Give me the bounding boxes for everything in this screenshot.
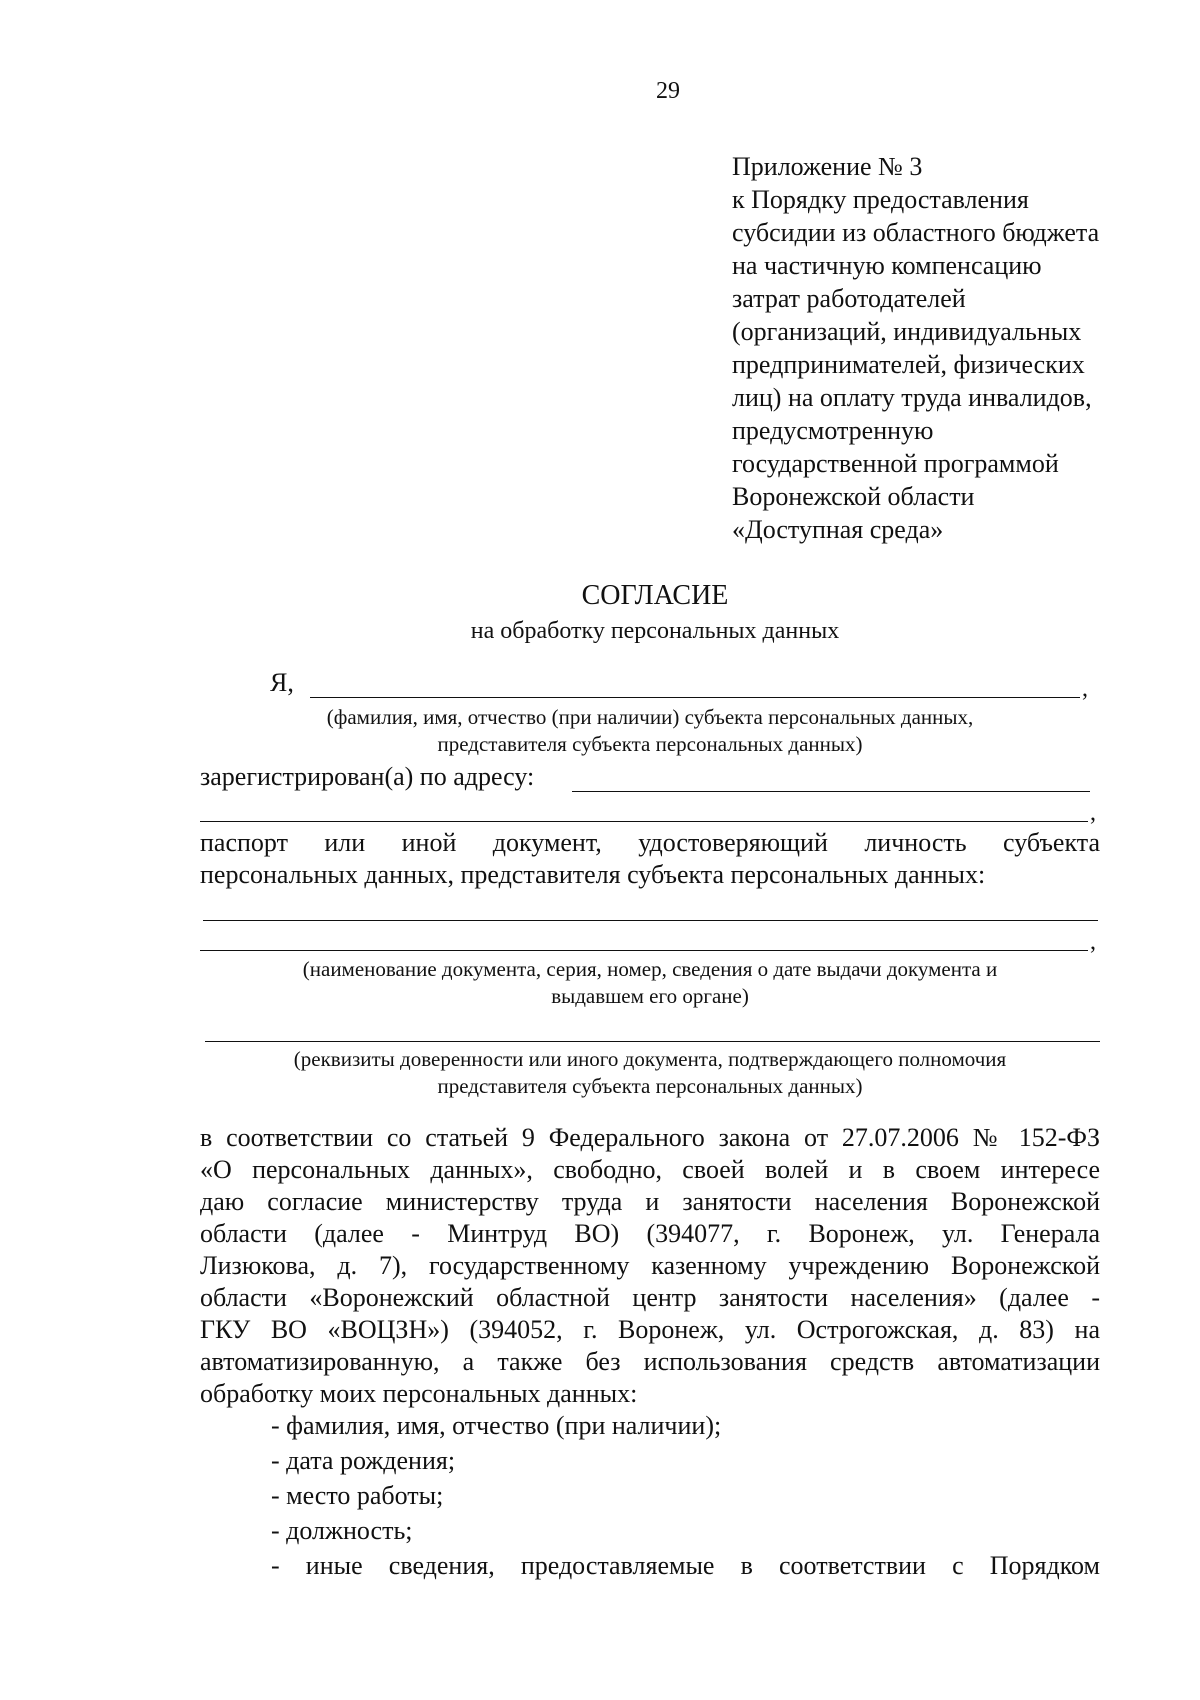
address-label: зарегистрирован(а) по адресу: — [200, 762, 535, 791]
body-line: области «Воронежский областной центр занятости населения» (далее - — [200, 1283, 1100, 1312]
comma: , — [1082, 676, 1088, 702]
appendix-line: государственной программой — [732, 449, 1059, 478]
name-hint: (фамилия, имя, отчество (при наличии) субъекта персональных данных, — [326, 705, 974, 729]
name-fill-line — [310, 697, 1080, 698]
proxy-fill-line — [205, 1041, 1100, 1042]
comma: , — [1090, 800, 1096, 826]
address-fill-line-2 — [200, 821, 1088, 822]
list-item: - должность; — [271, 1516, 413, 1545]
document-title: СОГЛАСИЕ — [581, 580, 729, 611]
list-item: - дата рождения; — [271, 1446, 456, 1475]
appendix-line: Воронежской области — [732, 482, 975, 511]
proxy-hint: представителя субъекта персональных данных) — [437, 1074, 863, 1098]
appendix-line: предусмотренную — [732, 416, 934, 445]
proxy-hint: (реквизиты доверенности или иного документа, подтверждающего полномочия — [293, 1047, 1007, 1071]
comma: , — [1090, 929, 1096, 955]
appendix-line: Приложение № 3 — [732, 152, 923, 181]
name-hint: представителя субъекта персональных данных) — [437, 732, 863, 756]
address-fill-line — [572, 791, 1090, 792]
passport-fill-line-2 — [200, 950, 1088, 951]
appendix-line: (организаций, индивидуальных — [732, 317, 1082, 346]
body-line: автоматизированную, а также без использования средств автоматизации — [200, 1347, 1100, 1376]
appendix-block — [732, 150, 1099, 546]
body-line: «О персональных данных», свободно, своей волей и в своем интересе — [200, 1155, 1100, 1184]
page-number: 29 — [656, 78, 680, 104]
body-line: Лизюкова, д. 7), государственному казенному учреждению Воронежской — [200, 1251, 1100, 1280]
list-item: - место работы; — [271, 1481, 444, 1510]
list-item: - фамилия, имя, отчество (при наличии); — [271, 1411, 722, 1440]
body-line: даю согласие министерству труда и занятости населения Воронежской — [200, 1187, 1100, 1216]
passport-label: персональных данных, представителя субъекта персональных данных: — [200, 860, 986, 889]
appendix-line: затрат работодателей — [732, 284, 966, 313]
body-line: в соответствии со статьей 9 Федерального закона от 27.07.2006 № 152-ФЗ — [200, 1123, 1100, 1152]
passport-label: паспорт или иной документ, удостоверяющий личность субъекта — [200, 828, 1100, 857]
appendix-line: к Порядку предоставления — [732, 185, 1029, 214]
appendix-line: на частичную компенсацию — [732, 251, 1042, 280]
body-line: обработку моих персональных данных: — [200, 1379, 638, 1408]
document-hint: (наименование документа, серия, номер, сведения о дате выдачи документа и — [302, 957, 998, 981]
document-subtitle: на обработку персональных данных — [470, 618, 840, 644]
appendix-line: предпринимателей, физических — [732, 350, 1085, 379]
body-line: ГКУ ВО «ВОЦЗН») (394052, г. Воронеж, ул. Острогожская, д. 83) на — [200, 1315, 1100, 1344]
appendix-line: «Доступная среда» — [732, 515, 944, 544]
body-line: области (далее - Минтруд ВО) (394077, г. Воронеж, ул. Генерала — [200, 1219, 1100, 1248]
appendix-line: лиц) на оплату труда инвалидов, — [732, 383, 1092, 412]
appendix-line: субсидии из областного бюджета — [732, 218, 1100, 247]
ya-label: Я, — [270, 668, 294, 697]
document-hint: выдавшем его органе) — [551, 984, 749, 1008]
list-item: - иные сведения, предоставляемые в соответствии с Порядком — [271, 1551, 1100, 1580]
passport-fill-line — [203, 920, 1098, 921]
